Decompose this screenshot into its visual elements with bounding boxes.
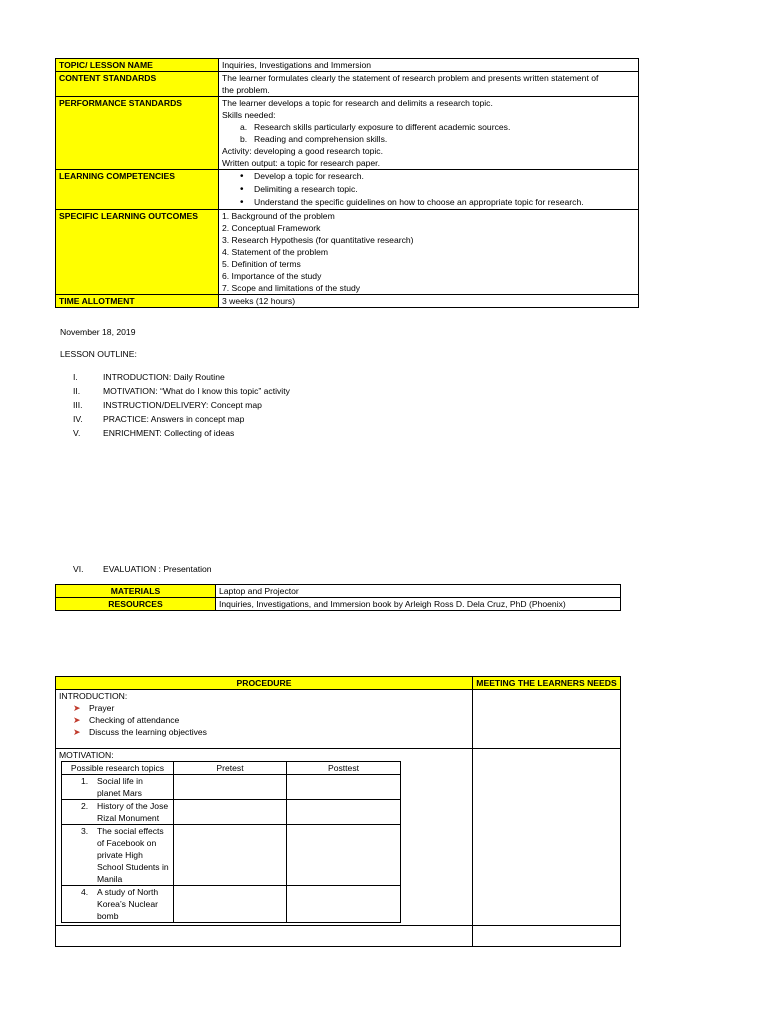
- materials-label: MATERIALS: [56, 585, 216, 598]
- outline-item: [73, 413, 290, 427]
- materials-value: Laptop and Projector: [216, 585, 621, 598]
- competency-text: Delimiting a research topic.: [254, 184, 358, 194]
- introduction-label: INTRODUCTION:: [59, 691, 128, 701]
- bullet-icon: •: [240, 184, 244, 195]
- topic-number: 3.: [81, 826, 89, 836]
- topic-item: [65, 825, 170, 885]
- introduction-cell: [56, 690, 473, 749]
- pretest-cell: [174, 825, 287, 886]
- topic-line: School Students in: [97, 862, 169, 872]
- topic-cell: [62, 825, 174, 886]
- skill-item: [222, 121, 635, 133]
- evaluation-number: VI.: [73, 564, 84, 574]
- outline-number: III.: [73, 400, 83, 410]
- competencies-row: [56, 170, 639, 210]
- topic-item: [65, 775, 170, 799]
- outcome-item: 4. Statement of the problem: [222, 247, 329, 257]
- lesson-date: November 18, 2019: [60, 327, 136, 337]
- introduction-item: [73, 714, 469, 726]
- outcome-item: 6. Importance of the study: [222, 271, 322, 281]
- skills-label: Skills needed:: [222, 110, 276, 120]
- competency-item: [222, 196, 635, 209]
- topic-line: Rizal Monument: [97, 813, 160, 823]
- posttest-header: Posttest: [287, 762, 401, 775]
- performance-standards-value: [219, 97, 639, 170]
- introduction-item: [73, 702, 469, 714]
- written-output-line: Written output: a topic for research paper.: [222, 158, 380, 168]
- outline-number: II.: [73, 386, 81, 396]
- topic-row: [62, 825, 401, 886]
- procedure-header-row: [56, 677, 621, 690]
- topic-label: TOPIC/ LESSON NAME: [56, 59, 219, 72]
- empty-procedure-cell: [56, 926, 473, 947]
- competencies-label: LEARNING COMPETENCIES: [56, 170, 219, 210]
- learners-needs-header: MEETING THE LEARNERS NEEDS: [473, 677, 621, 690]
- outline-text: INSTRUCTION/DELIVERY: Concept map: [103, 400, 262, 410]
- topics-header-row: [62, 762, 401, 775]
- performance-standards-row: [56, 97, 639, 170]
- posttest-cell: [287, 800, 401, 825]
- topic-line: The social effects: [97, 826, 164, 836]
- content-standards-row: [56, 72, 639, 97]
- topic-line: planet Mars: [97, 788, 142, 798]
- motivation-needs-cell: [473, 749, 621, 926]
- posttest-cell: [287, 886, 401, 923]
- bullet-icon: •: [240, 197, 244, 208]
- content-line: The learner formulates clearly the statement of research problem and presents written statement of: [222, 73, 599, 83]
- outcome-item: 2. Conceptual Framework: [222, 223, 321, 233]
- topic-line: Korea’s Nuclear: [97, 899, 158, 909]
- skill-text: Research skills particularly exposure to different academic sources.: [254, 122, 511, 132]
- procedure-table: [55, 676, 621, 947]
- empty-needs-cell: [473, 926, 621, 947]
- time-allotment-label: TIME ALLOTMENT: [56, 295, 219, 308]
- motivation-label: MOTIVATION:: [59, 750, 114, 760]
- outline-heading: LESSON OUTLINE:: [60, 349, 137, 359]
- research-topics-table: [61, 761, 401, 923]
- topic-line: History of the Jose: [97, 801, 169, 811]
- competency-item: [222, 183, 635, 196]
- competency-text: Understand the specific guidelines on how to choose an appropriate topic for research.: [254, 197, 584, 207]
- performance-standards-label: PERFORMANCE STANDARDS: [56, 97, 219, 170]
- posttest-cell: [287, 825, 401, 886]
- outline-item: [73, 385, 290, 399]
- motivation-row: [56, 749, 621, 926]
- topic-row: [62, 775, 401, 800]
- topic-cell: [62, 800, 174, 825]
- pretest-header: Pretest: [174, 762, 287, 775]
- materials-table: [55, 584, 621, 611]
- competency-item: [222, 170, 635, 183]
- evaluation-item: [73, 563, 212, 575]
- topic-number: 4.: [81, 887, 89, 897]
- introduction-list: [59, 702, 469, 738]
- outcome-item: 1. Background of the problem: [222, 211, 335, 221]
- procedure-header: PROCEDURE: [56, 677, 473, 690]
- topic-line: private High: [97, 850, 143, 860]
- topic-number: 1.: [81, 776, 89, 786]
- posttest-cell: [287, 775, 401, 800]
- skill-text: Reading and comprehension skills.: [254, 134, 388, 144]
- introduction-row: [56, 690, 621, 749]
- content-standards-value: [219, 72, 639, 97]
- skill-marker: a.: [240, 122, 248, 132]
- evaluation-text: EVALUATION : Presentation: [103, 564, 212, 574]
- outline-number: V.: [73, 428, 81, 438]
- arrow-bullet-icon: ➤: [73, 715, 81, 725]
- lesson-outline-list: [73, 371, 290, 441]
- topic-value: Inquiries, Investigations and Immersion: [219, 59, 639, 72]
- outcomes-row: [56, 210, 639, 295]
- arrow-bullet-icon: ➤: [73, 727, 81, 737]
- competencies-value: [219, 170, 639, 210]
- resources-label: RESOURCES: [56, 598, 216, 611]
- competency-text: Develop a topic for research.: [254, 171, 364, 181]
- topic-number: 2.: [81, 801, 89, 811]
- topic-row: [62, 800, 401, 825]
- materials-row: [56, 585, 621, 598]
- motivation-cell: [56, 749, 473, 926]
- resources-row: [56, 598, 621, 611]
- pretest-cell: [174, 775, 287, 800]
- skill-item: [222, 133, 635, 145]
- outline-item: [73, 427, 290, 441]
- topic-cell: [62, 886, 174, 923]
- pretest-cell: [174, 886, 287, 923]
- topic-item: [65, 886, 170, 922]
- outcome-item: 3. Research Hypothesis (for quantitative research): [222, 235, 414, 245]
- topic-row: [56, 59, 639, 72]
- topics-header: Possible research topics: [62, 762, 174, 775]
- empty-procedure-row: [56, 926, 621, 947]
- introduction-item-text: Discuss the learning objectives: [89, 727, 207, 737]
- resources-value: Inquiries, Investigations, and Immersion book by Arleigh Ross D. Dela Cruz, PhD (Phoenix): [216, 598, 621, 611]
- outcomes-value: [219, 210, 639, 295]
- introduction-needs-cell: [473, 690, 621, 749]
- outline-text: ENRICHMENT: Collecting of ideas: [103, 428, 235, 438]
- topic-row: [62, 886, 401, 923]
- outline-item: [73, 399, 290, 413]
- outcome-item: 7. Scope and limitations of the study: [222, 283, 361, 293]
- topic-line: of Facebook on: [97, 838, 157, 848]
- outline-item: [73, 371, 290, 385]
- outcome-item: 5. Definition of terms: [222, 259, 301, 269]
- topic-line: bomb: [97, 911, 119, 921]
- activity-line: Activity: developing a good research topic.: [222, 146, 383, 156]
- topic-line: A study of North: [97, 887, 159, 897]
- outline-text: INTRODUCTION: Daily Routine: [103, 372, 225, 382]
- content-standards-label: CONTENT STANDARDS: [56, 72, 219, 97]
- topic-line: Manila: [97, 874, 123, 884]
- time-allotment-row: [56, 295, 639, 308]
- pretest-cell: [174, 800, 287, 825]
- topic-item: [65, 800, 170, 824]
- lesson-info-table: [55, 58, 639, 308]
- outline-number: IV.: [73, 414, 83, 424]
- bullet-icon: •: [240, 171, 244, 182]
- outcomes-label: SPECIFIC LEARNING OUTCOMES: [56, 210, 219, 295]
- topic-line: Social life in: [97, 776, 143, 786]
- introduction-item-text: Checking of attendance: [89, 715, 180, 725]
- skill-marker: b.: [240, 134, 248, 144]
- outline-text: MOTIVATION: “What do I know this topic” activity: [103, 386, 290, 396]
- time-allotment-value: 3 weeks (12 hours): [219, 295, 639, 308]
- topic-cell: [62, 775, 174, 800]
- introduction-item-text: Prayer: [89, 703, 115, 713]
- arrow-bullet-icon: ➤: [73, 703, 81, 713]
- outline-number: I.: [73, 372, 78, 382]
- outline-text: PRACTICE: Answers in concept map: [103, 414, 245, 424]
- performance-line: The learner develops a topic for research and delimits a research topic.: [222, 98, 493, 108]
- introduction-item: [73, 726, 469, 738]
- content-line: the problem.: [222, 85, 270, 95]
